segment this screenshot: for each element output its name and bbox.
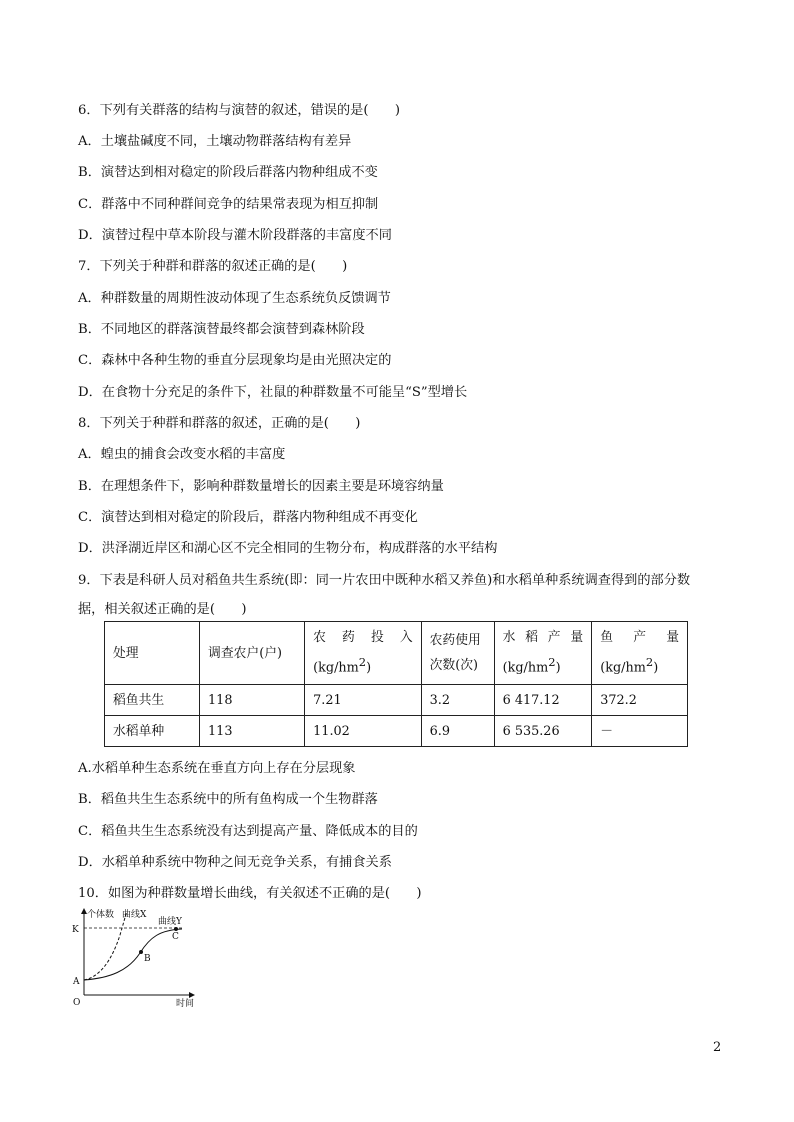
header-fish-yield-unit: $(kg/hm^2)$ xyxy=(600,655,659,676)
header-rice-yield-unit: $(kg/hm^2)$ xyxy=(502,655,561,676)
curve-x-line xyxy=(84,911,127,980)
question-8-option-a: A．蝗虫的捕食会改变水稻的丰富度 xyxy=(78,447,286,462)
header-rice-yield xyxy=(494,622,592,685)
k-label: K xyxy=(72,925,79,935)
origin-label: O xyxy=(73,998,81,1008)
table-cell: － xyxy=(592,716,688,747)
survey-data-table xyxy=(104,621,688,747)
header-treatment: 处理 xyxy=(105,622,200,685)
curve-x-label: 曲线X xyxy=(122,910,147,920)
table-cell: 水稻单种 xyxy=(105,716,200,747)
table-cell: 7.21 xyxy=(305,685,421,716)
question-9-option-d: D．水稻单种系统中物种之间无竞争关系，有捕食关系 xyxy=(78,855,392,870)
point-c-marker xyxy=(174,927,178,931)
x-axis-label: 时间 xyxy=(176,999,195,1009)
point-c-label: C xyxy=(172,932,179,942)
table-header-row xyxy=(105,622,688,685)
question-6-option-c: C．群落中不同种群间竞争的结果常表现为相互抑制 xyxy=(78,197,379,212)
point-b-label: B xyxy=(144,954,151,964)
question-8-option-b: B．在理想条件下，影响种群数量增长的因素主要是环境容纳量 xyxy=(78,479,444,494)
page-number: 2 xyxy=(713,1040,722,1055)
header-rice-yield-line-1: 水 稻 产 量 xyxy=(502,630,584,646)
question-6-stem: 6．下列有关群落的结构与演替的叙述，错误的是( ) xyxy=(78,103,400,118)
question-9-option-b: B．稻鱼共生生态系统中的所有鱼构成一个生物群落 xyxy=(78,792,378,807)
table-cell: 3.2 xyxy=(421,685,494,716)
question-8-stem: 8．下列关于种群和群落的叙述，正确的是( ) xyxy=(78,416,361,431)
question-8-option-d: D．洪泽湖近岸区和湖心区不完全相同的生物分布，构成群落的水平结构 xyxy=(78,541,498,556)
question-7-option-a: A．种群数量的周期性波动体现了生态系统负反馈调节 xyxy=(78,291,391,306)
table-cell: 稻鱼共生 xyxy=(105,685,200,716)
table-cell: 113 xyxy=(200,716,305,747)
header-pesticide-input xyxy=(305,622,421,685)
question-6-option-b: B．演替达到相对稳定的阶段后群落内物种组成不变 xyxy=(78,165,378,180)
a-label: A xyxy=(73,977,80,987)
question-7-option-d: D．在食物十分充足的条件下，社鼠的种群数量不可能呈“S”型增长 xyxy=(78,385,468,400)
table-cell: 6 417.12 xyxy=(494,685,592,716)
table-cell: 118 xyxy=(200,685,305,716)
header-fish-yield xyxy=(592,622,688,685)
curve-y-label: 曲线Y xyxy=(158,917,182,927)
question-10-stem: 10．如图为种群数量增长曲线，有关叙述不正确的是( ) xyxy=(78,886,422,901)
header-pesticide-input-unit: $(kg/hm^2)$ xyxy=(313,655,372,676)
question-9-option-c: C．稻鱼共生生态系统没有达到提高产量、降低成本的目的 xyxy=(78,824,418,839)
question-8-option-c: C．演替达到相对稳定的阶段后，群落内物种组成不再变化 xyxy=(78,510,418,525)
header-pesticide-times: 农药使用 次数(次) xyxy=(421,622,494,685)
question-9-stem-line-2: 据，相关叙述正确的是( ) xyxy=(78,602,247,617)
question-9-stem-line-1: 9．下表是科研人员对稻鱼共生系统(即：同一片农田中既种水稻又养鱼)和水稻单种系统调查得到的部分数 xyxy=(78,573,691,588)
table-cell: 372.2 xyxy=(592,685,688,716)
question-7-option-c: C．森林中各种生物的垂直分层现象均是由光照决定的 xyxy=(78,353,392,368)
header-pesticide-input-line-1: 农 药 投 入 xyxy=(313,630,413,646)
population-growth-figure xyxy=(70,905,200,1011)
y-axis-label: 个体数 xyxy=(87,910,115,920)
header-fish-yield-line-1: 鱼 产 量 xyxy=(600,630,679,646)
table-cell: 11.02 xyxy=(305,716,421,747)
question-6-option-d: D．演替过程中草本阶段与灌木阶段群落的丰富度不同 xyxy=(78,228,392,243)
table-cell: 6.9 xyxy=(421,716,494,747)
point-b-marker xyxy=(139,950,143,954)
table-row xyxy=(105,685,688,716)
table-cell: 6 535.26 xyxy=(494,716,592,747)
table-row xyxy=(105,716,688,747)
question-9-option-a: A.水稻单种生态系统在垂直方向上存在分层现象 xyxy=(78,761,356,776)
question-7-stem: 7．下列关于种群和群落的叙述正确的是( ) xyxy=(78,259,348,274)
question-6-option-a: A．土壤盐碱度不同，土壤动物群落结构有差异 xyxy=(78,134,352,149)
question-7-option-b: B．不同地区的群落演替最终都会演替到森林阶段 xyxy=(78,322,365,337)
header-farm-households: 调查农户(户) xyxy=(200,622,305,685)
